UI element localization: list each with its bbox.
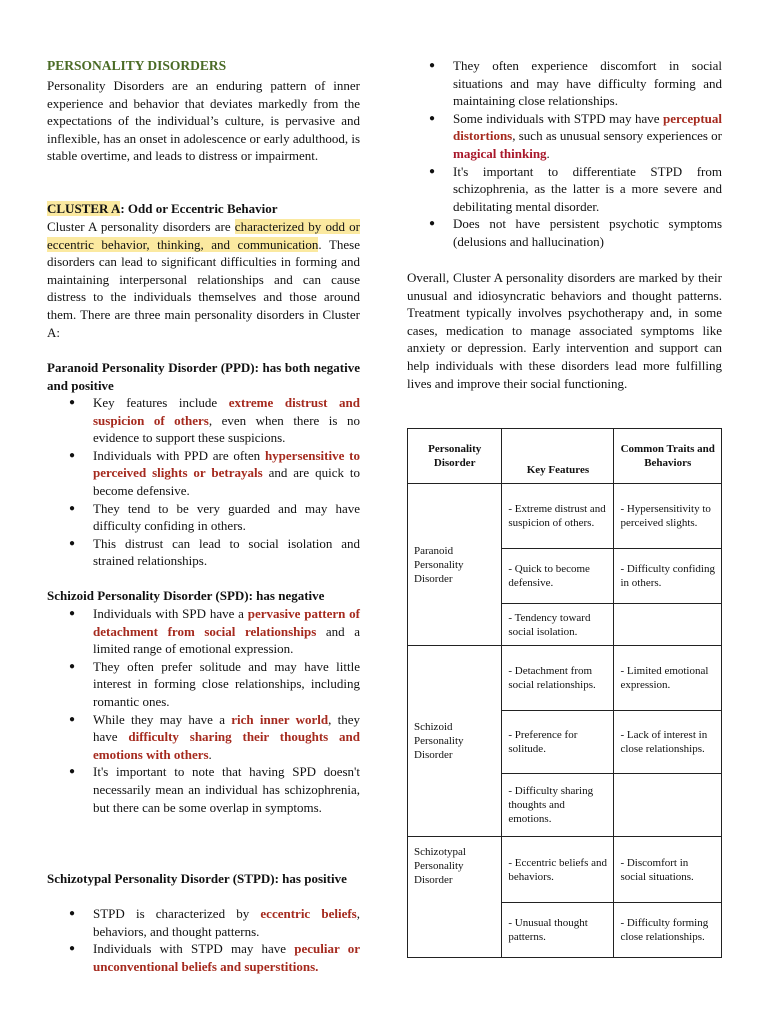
cluster-a-heading: [47, 200, 360, 218]
table-row: [408, 484, 722, 549]
table-cell: [614, 774, 722, 837]
list-item: ● It's important to differentiate STPD from schizophrenia, as the latter is a more severe and debilitating mental disorder.: [407, 163, 722, 216]
table-cell: - Difficulty sharing thoughts and emotions.: [502, 774, 614, 837]
comparison-table: [407, 428, 722, 958]
list-item: ● Some individuals with STPD may have perceptual distortions, such as unusual sensory experiences or magical thinking.: [407, 110, 722, 163]
list-item: ● They often prefer solitude and may have little interest in forming close relationships, including romantic ones.: [47, 658, 360, 711]
table-cell: - Difficulty confiding in others.: [614, 549, 722, 604]
table-header: Personality Disorder: [408, 429, 502, 484]
page-title: PERSONALITY DISORDERS: [47, 58, 227, 73]
table-cell: - Eccentric beliefs and behaviors.: [502, 837, 614, 903]
table-row: [408, 646, 722, 711]
summary-paragraph: Overall, Cluster A personality disorders are marked by their unusual and idiosyncratic behaviors and thought patterns. Treatment typically involves psychotherapy and, in some cases, medication to manage associated symptoms like anxiety or depression. Early intervention and support can help individuals with these disorders lead more fulfilling lives and improve their social functioning.: [407, 270, 722, 391]
list-item: ● STPD is characterized by eccentric beliefs, behaviors, and thought patterns.: [47, 905, 360, 940]
table-cell: Schizoid Personality Disorder: [408, 646, 502, 837]
table-cell: - Discomfort in social situations.: [614, 837, 722, 903]
cluster-a-text-1: Cluster A personality disorders are: [47, 219, 235, 234]
table-cell: - Extreme distrust and suspicion of others.: [502, 484, 614, 549]
list-item: ● Individuals with PPD are often hypersensitive to perceived slights or betrayals and are quick to become defensive.: [47, 447, 360, 500]
table-cell: - Difficulty forming close relationships.: [614, 903, 722, 958]
list-item: ● While they may have a rich inner world, they have difficulty sharing their thoughts and emotions with others.: [47, 711, 360, 764]
list-item: ● It's important to note that having SPD doesn't necessarily mean an individual has schizophrenia, but there can be some overlap in symptoms.: [47, 763, 360, 816]
list-item: ● Does not have persistent psychotic symptoms (delusions and hallucination): [407, 215, 722, 250]
table-cell: - Unusual thought patterns.: [502, 903, 614, 958]
table-cell: Schizotypal Personality Disorder: [408, 837, 502, 958]
stpd-list-right: [407, 57, 722, 251]
cluster-a-label: CLUSTER A: [47, 201, 121, 216]
table-cell: - Quick to become defensive.: [502, 549, 614, 604]
spd-list: [47, 605, 360, 816]
table-cell: - Hypersensitivity to perceived slights.: [614, 484, 722, 549]
list-item: ● They often experience discomfort in social situations and may have difficulty forming and maintaining close relationships.: [407, 57, 722, 110]
table-cell: - Preference for solitude.: [502, 711, 614, 774]
table-cell: - Tendency toward social isolation.: [502, 604, 614, 646]
table-cell: - Lack of interest in close relationships.: [614, 711, 722, 774]
cluster-a-text-2: . These disorders can lead to significant difficulties in forming and maintaining interpersonal relationships and can cause distress to the individuals themselves and those around them. There are three main personality disorders in Cluster A:: [47, 236, 360, 340]
list-item: ● Key features include extreme distrust and suspicion of others, even when there is no evidence to support these suspicions.: [47, 394, 360, 447]
ppd-heading: Paranoid Personality Disorder (PPD): has both negative and positive: [47, 360, 360, 393]
table-header: Common Traits and Behaviors: [614, 429, 722, 484]
table-cell: Paranoid Personality Disorder: [408, 484, 502, 646]
ppd-list: [47, 394, 360, 570]
list-item: ● This distrust can lead to social isolation and strained relationships.: [47, 535, 360, 570]
list-item: ● They tend to be very guarded and may have difficulty confiding in others.: [47, 500, 360, 535]
table-cell: - Limited emotional expression.: [614, 646, 722, 711]
table-header: Key Features: [502, 429, 614, 484]
stpd-heading: Schizotypal Personality Disorder (STPD): has positive: [47, 871, 347, 886]
cluster-a-highlight: characterized by odd or eccentric behavior, thinking, and communication: [47, 219, 360, 252]
table-cell: - Detachment from social relationships.: [502, 646, 614, 711]
intro-paragraph: Personality Disorders are an enduring pattern of inner experience and behavior that deviates markedly from the expectations of the individual’s culture, is pervasive and inflexible, has an onset in adolescence or early adulthood, is stable overtime, and leads to distress or impairment.: [47, 78, 360, 164]
table-cell: [614, 604, 722, 646]
list-item: ● Individuals with STPD may have peculiar or unconventional beliefs and superstitions.: [47, 940, 360, 975]
spd-heading: Schizoid Personality Disorder (SPD): has negative: [47, 588, 325, 603]
stpd-list-left: [47, 905, 360, 975]
table-row: [408, 837, 722, 903]
list-item: ● Individuals with SPD have a pervasive pattern of detachment from social relationships and a limited range of emotional expression.: [47, 605, 360, 658]
cluster-a-heading-rest: : Odd or Eccentric Behavior: [120, 201, 278, 216]
cluster-a-paragraph: [47, 218, 360, 341]
